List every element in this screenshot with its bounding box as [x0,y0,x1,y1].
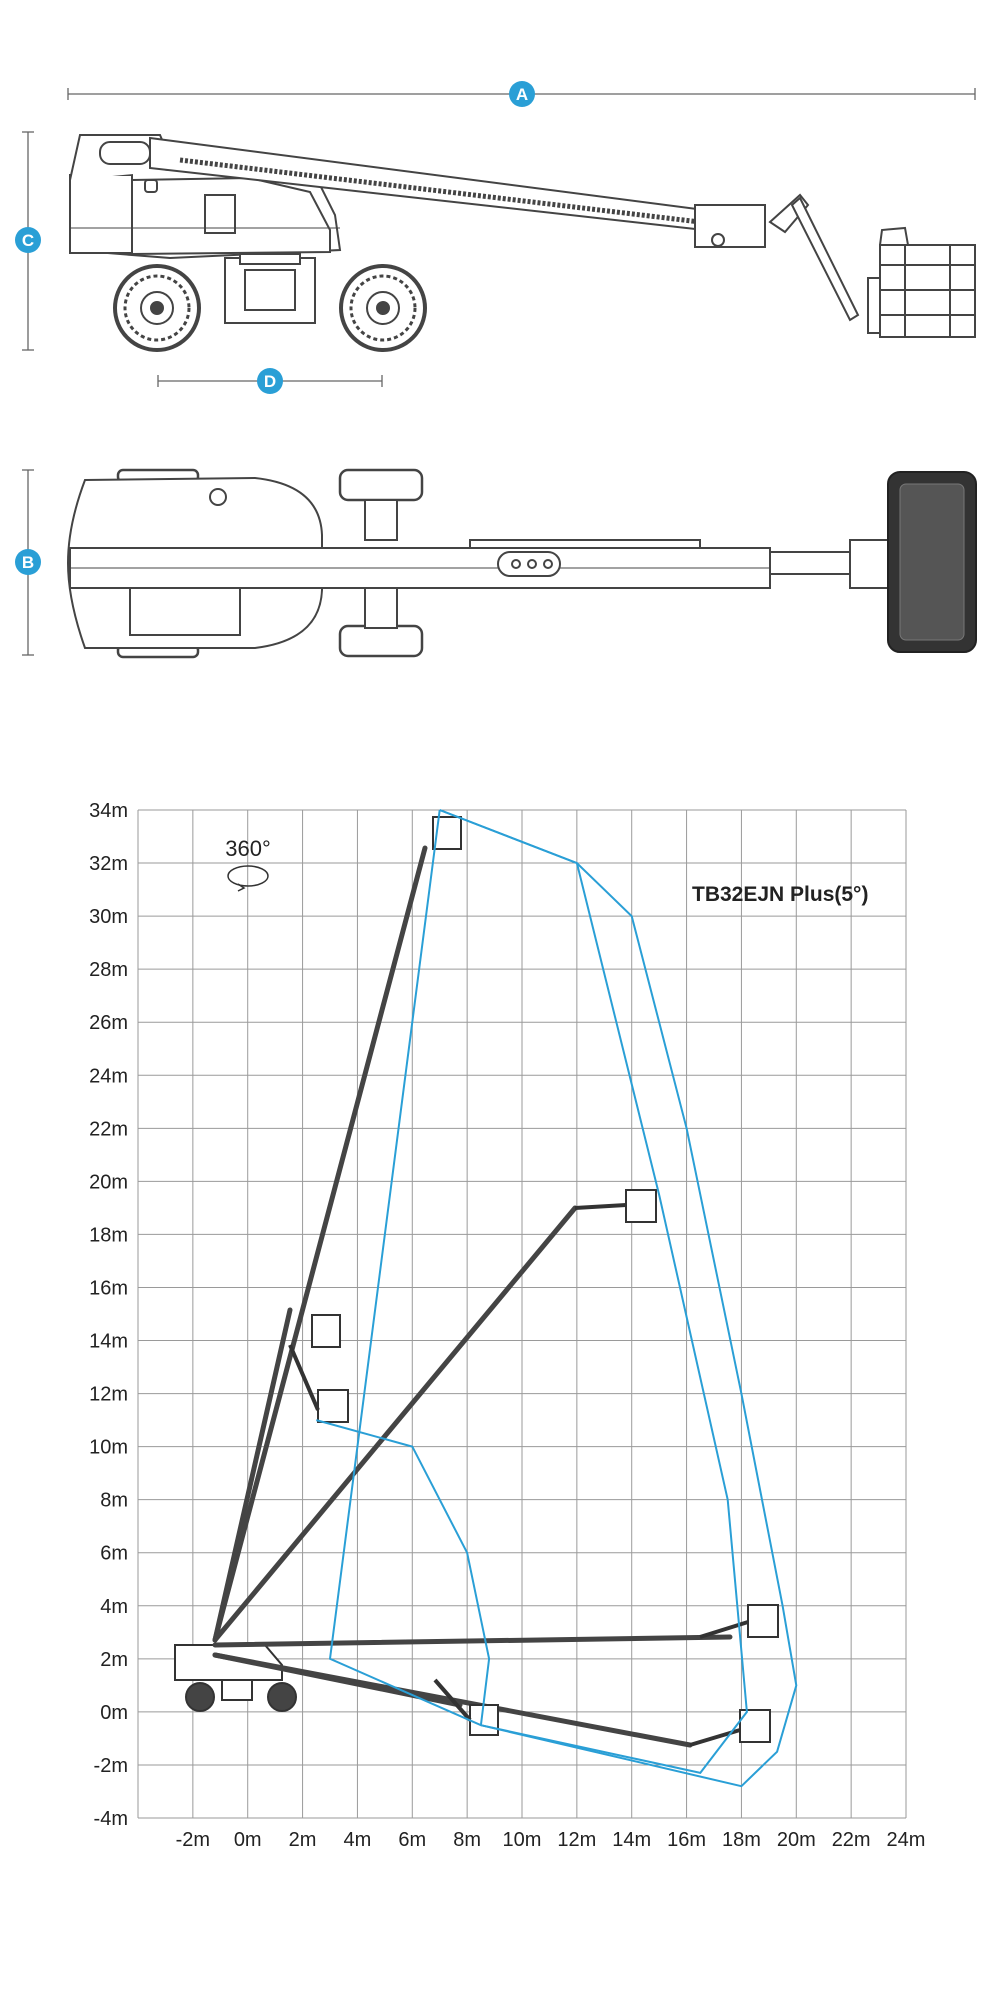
marker-b-label: B [21,553,35,572]
y-tick-label: 30m [89,906,128,929]
rotation-label: 360° [225,836,271,861]
y-tick-label: 32m [89,853,128,876]
y-tick-label: 14m [89,1330,128,1353]
marker-d-label: D [263,372,277,391]
y-tick-label: -2m [93,1754,128,1777]
x-tick-label: 14m [612,1829,652,1851]
basket-below-short [470,1705,498,1735]
model-label: TB32EJN Plus(5°) [692,883,869,906]
y-axis-ticks [89,800,128,1830]
marker-a-label: A [515,85,529,104]
top-platform [888,472,976,652]
y-tick-label: 26m [89,1012,128,1035]
boom-horizontal [215,1637,730,1645]
y-tick-label: 12m [89,1383,128,1406]
x-tick-label: 24m [886,1829,926,1851]
y-tick-label: 4m [100,1595,128,1618]
x-tick-label: 8m [453,1829,482,1851]
x-tick-label: 20m [776,1829,816,1851]
basket-mid [626,1190,656,1222]
y-tick-label: 18m [89,1224,128,1247]
side-wheel-rear [115,266,199,350]
y-tick-label: 34m [89,800,128,822]
marker-c-label: C [21,231,35,250]
y-tick-label: 20m [89,1171,128,1194]
chart-machine-base [175,1645,296,1711]
y-tick-label: 22m [89,1118,128,1141]
y-tick-label: 0m [100,1701,128,1724]
basket-low-2 [318,1390,348,1422]
y-tick-label: -4m [93,1808,128,1830]
x-axis-ticks [176,1829,926,1851]
x-tick-label: 0m [233,1829,262,1851]
top-view [15,470,976,657]
basket-horizontal [748,1605,778,1637]
side-view [15,81,975,394]
x-tick-label: 2m [288,1829,317,1851]
side-platform [880,228,975,337]
dimension-a [68,81,975,107]
inner-envelope-line [440,810,747,1773]
boom-mid-height [215,1208,575,1640]
x-tick-label: 22m [831,1829,871,1851]
y-tick-label: 24m [89,1065,128,1088]
x-tick-label: 4m [343,1829,372,1851]
dimension-b [15,470,41,655]
side-wheel-front [341,266,425,350]
x-tick-label: 6m [398,1829,427,1851]
y-tick-label: 10m [89,1436,128,1459]
x-tick-label: 10m [502,1829,542,1851]
x-tick-label: 18m [721,1829,761,1851]
y-tick-label: 8m [100,1489,128,1512]
top-boom [70,540,890,588]
y-tick-label: 16m [89,1277,128,1300]
basket-low [312,1315,340,1347]
x-tick-label: 12m [557,1829,597,1851]
boom-max-height [215,848,425,1640]
chart-boom-positions [215,848,730,1745]
y-tick-label: 2m [100,1648,128,1671]
x-tick-label: 16m [667,1829,707,1851]
dimension-d [158,368,382,394]
y-tick-label: 6m [100,1542,128,1565]
dimension-c [15,132,41,350]
x-tick-label: -2m [175,1829,211,1851]
working-range-chart [89,800,925,1851]
boom-low-height [215,1310,290,1640]
y-tick-label: 28m [89,959,128,982]
